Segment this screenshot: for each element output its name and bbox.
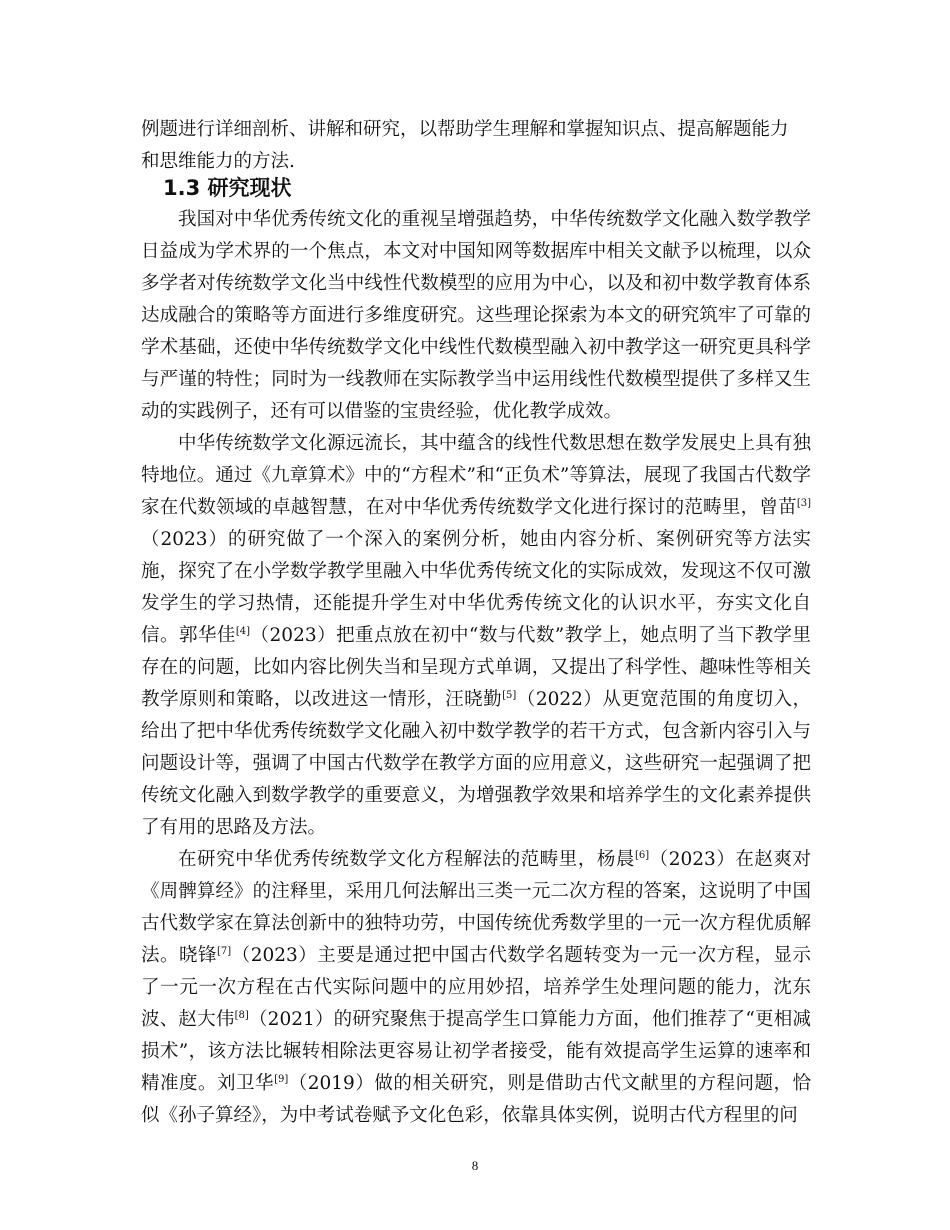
paragraph-1: 我国对中华优秀传统文化的重视呈增强趋势，中华传统数学文化融入数学教学日益成为学术界的一个焦点，本文对中国知网等数据库中相关文献予以梳理，以众多学者对传统数学文化当中线性代数模型的应用为中心，以及和初中数学教育体系达成融合的策略等方面进行多维度研究。这些理论探索为本文的研究筑牢了可靠的学术基础，还使中华传统数学文化中线性代数模型融入初中教学这一研究更具科学与严谨的特性；同时为一线教师在实际教学当中运用线性代数模型提供了多样又生动的实践例子，还有可以借鉴的宝贵经验，优化教学成效。 (141, 209, 811, 422)
citation-9: [9] (274, 1073, 289, 1085)
para2-text-3: （2023）把重点放在初中“数与代数”教学上，她点明了当下教学里存在的问题，比如内容比例失当和呈现方式单调，又提出了科学性、趣味性等相关教学原则和策略，以改进这一情形，汪晓勤 (141, 625, 811, 710)
citation-5: [5] (502, 689, 517, 701)
para3-text-3: （2023）主要是通过把中国古代数学名题转变为一元一次方程，显示了一元一次方程在古代实际问题中的应用妙招，培养学生处理问题的能力，沈东波、赵大伟 (141, 945, 811, 1030)
para3-text-5: （2019）做的相关研究，则是借助古代文献里的方程问题，恰似《孙子算经》，为中考试卷赋予文化色彩，依靠具体实例，说明古代方程里的问 (141, 1073, 811, 1126)
body-text (141, 204, 811, 1132)
paragraph-3 (141, 844, 811, 1132)
citation-7: [7] (217, 945, 232, 957)
para2-text-1: 中华传统数学文化源远流长，其中蕴含的线性代数思想在数学发展史上具有独特地位。通过《九章算术》中的“方程术”和“正负术”等算法，展现了我国古代数学家在代数领域的卓越智慧，在对中华优秀传统数学文化进行探讨的范畴里，曾苗 (141, 433, 811, 518)
continuation-line-1: 例题进行详细剖析、讲解和研究，以帮助学生理解和掌握知识点、提高解题能力 (141, 119, 789, 140)
citation-3: [3] (796, 497, 811, 509)
continuation-line-2: 和思维能力的方法. (141, 151, 295, 172)
para3-text-4: （2021）的研究聚焦于提高学生口算能力方面，他们推荐了“更相减损术”，该方法比辗转相除法更容易让初学者接受，能有效提高学生运算的速率和精准度。刘卫华 (141, 1009, 811, 1094)
citation-8: [8] (234, 1009, 249, 1021)
paragraph-2 (141, 428, 811, 844)
para3-text-2: （2023）在赵爽对《周髀算经》的注释里，采用几何法解出三类一元二次方程的答案，这说明了中国古代数学家在算法创新中的独特功劳，中国传统优秀数学里的一元一次方程优质解法。晓锋 (141, 849, 811, 966)
para3-text-1: 在研究中华优秀传统数学文化方程解法的范畴里，杨晨 (178, 849, 635, 870)
para2-text-4: （2022）从更宽范围的角度切入，给出了把中华优秀传统数学文化融入初中数学教学的若干方式，包含新内容引入与问题设计等，强调了中国古代数学在教学方面的应用意义，这些研究一起强调了把传统文化融入到数学教学的重要意义，为增强教学效果和培养学生的文化素养提供了有用的思路及方法。 (141, 689, 811, 838)
continuation-text (141, 114, 811, 178)
para2-text-2: （2023）的研究做了一个深入的案例分析，她由内容分析、案例研究等方法实施，探究了在小学数学教学里融入中华优秀传统文化的实际成效，发现这不仅可激发学生的学习热情，还能提升学生对中华优秀传统文化的认识水平，夯实文化自信。郭华佳 (141, 529, 811, 646)
page-number: 8 (471, 1158, 479, 1173)
citation-6: [6] (634, 849, 650, 861)
section-heading: 1.3 研究现状 (163, 176, 292, 200)
citation-4: [4] (235, 625, 251, 637)
